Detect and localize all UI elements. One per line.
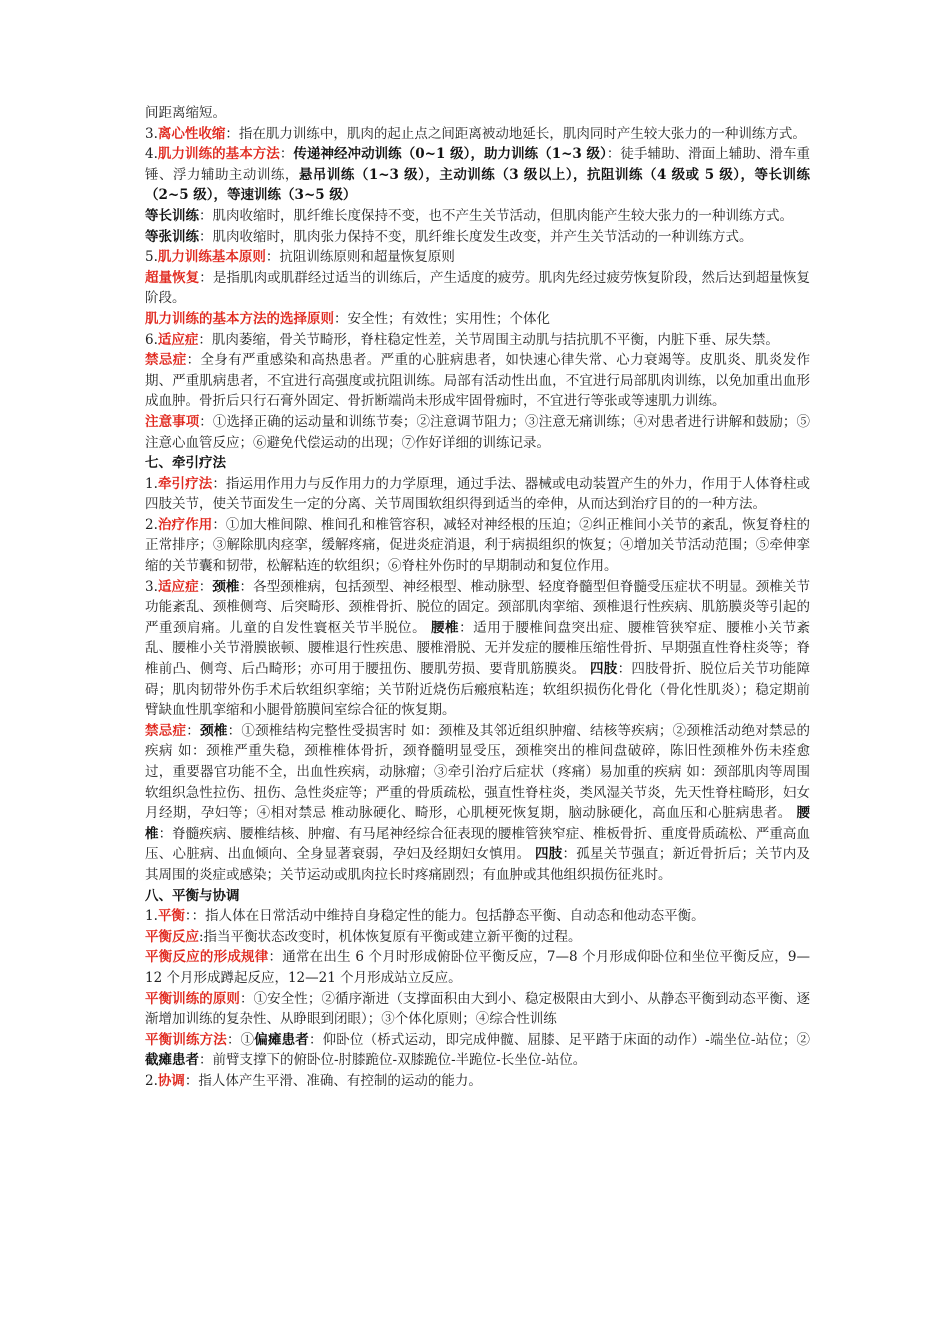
indications: 6.适应症：肌肉萎缩，骨关节畸形，脊柱稳定性差，关节周围主动肌与拮抗肌不平衡，内脏下垂、尿失禁。 bbox=[145, 331, 779, 348]
contraindications: 禁忌症：全身有严重感染和高热患者。严重的心脏病患者，如快速心律失常、心力衰竭等。皮肌炎、肌炎发作期、严重肌病患者，不宜进行高强度或抗阻训练。局部有活动性出血，不宜进行局部肌肉训练，以免加重出血形成血肿。骨折后只行石膏外固定、骨折断端尚未形成牢固骨痂时，不宜进行等张或等速肌力训练。 bbox=[145, 352, 811, 410]
therapeutic-effects: 2.治疗作用：①加大椎间隙、椎间孔和椎管容积，减轻对神经根的压迫；②纠正椎间小关节的紊乱，恢复脊柱的正常排序；③解除肌肉痉挛，缓解疼痛，促进炎症消退，利于病损组织的恢复；④增加关节活动范围；⑤牵伸挛缩的关节囊和韧带，松解粘连的软组织；⑥脊柱外伤时的早期制动和复位作用。 bbox=[145, 516, 811, 575]
term: 适应症 bbox=[157, 331, 199, 348]
balance-reaction: 平衡反应:指当平衡状态改变时，机体恢复原有平衡或建立新平衡的过程。 bbox=[145, 928, 582, 945]
term: 平衡反应 bbox=[145, 928, 199, 945]
term: 治疗作用 bbox=[157, 516, 213, 533]
isotonic-training: 等张训练：肌肉收缩时，肌肉张力保持不变，肌纤维长度发生改变，并产生关节活动的一种训练方式。 bbox=[145, 228, 753, 245]
term: 禁忌症 bbox=[145, 722, 187, 739]
balance-training-methods: 平衡训练方法：①偏瘫患者：仰卧位（桥式运动，即完成伸髋、屈膝、足平踏于床面的动作）-端坐位-站位；②截瘫患者：前臂支撑下的俯卧位-肘膝跪位-双膝跪位-半跪位-长坐位-站位。 bbox=[145, 1031, 811, 1069]
balance-training-principles: 平衡训练的原则：①安全性；②循序渐进（支撑面积由大到小、稳定极限由大到小、从静态平衡到动态平衡、逐渐增加训练的复杂性、从睁眼到闭眼）；③个体化原则；④综合性训练 bbox=[145, 990, 811, 1028]
paragraph: 间距离缩短。 bbox=[145, 105, 226, 121]
term: 肌力训练的基本方法 bbox=[157, 146, 280, 163]
section-heading-balance: 八、平衡与协调 bbox=[145, 887, 240, 904]
term: 平衡反应的形成规律 bbox=[145, 949, 269, 966]
term: 平衡训练的原则 bbox=[145, 990, 241, 1007]
term: 平衡训练方法 bbox=[145, 1031, 227, 1048]
term: 适应症 bbox=[157, 578, 199, 595]
term: 禁忌症 bbox=[145, 352, 187, 369]
term: 平衡 bbox=[157, 908, 185, 925]
document-page bbox=[145, 103, 810, 1092]
selection-principles: 肌力训练的基本方法的选择原则：安全性；有效性；实用性；个体化 bbox=[145, 310, 550, 327]
traction-indications: 3.适应症：颈椎：各型颈椎病，包括颈型、神经根型、椎动脉型、轻度脊髓型但脊髓受压症状不明显。颈椎关节功能紊乱、颈椎侧弯、后突畸形、颈椎骨折、脱位的固定。颈部肌肉挛缩、颈椎退行性疾病、肌筋膜炎等引起的严重颈肩痛。儿童的自发性寰枢关节半脱位。 腰椎：适用于腰椎间盘突出症、腰椎管狭窄症、腰椎小关节紊乱、腰椎小关节滑膜嵌顿、腰椎退行性疾患、腰椎滑脱、无并发症的腰椎压缩性骨折、早期强直性脊柱炎等；脊椎前凸、侧弯、后凸畸形；亦可用于腰扭伤、腰肌劳损、要背肌筋膜炎。 四肢：四肢骨折、脱位后关节功能障碍；肌肉韧带外伤手术后软组织挛缩；关节附近烧伤后瘢痕粘连；软组织损伤化骨化（骨化性肌炎）；稳定期前臂缺血性肌挛缩和小腿骨筋膜间室综合征的恢复期。 bbox=[145, 578, 811, 719]
term: 肌力训练的基本方法的选择原则 bbox=[145, 310, 334, 327]
isometric-training: 等长训练：肌肉收缩时，肌纤维长度保持不变，也不产生关节活动，但肌肉能产生较大张力的一种训练方式。 bbox=[145, 207, 793, 224]
term: 协调 bbox=[157, 1072, 185, 1089]
term: 等张训练 bbox=[145, 228, 199, 245]
supercompensation: 超量恢复：是指肌肉或肌群经过适当的训练后，产生适度的疲劳。肌肉先经过疲劳恢复阶段，然后达到超量恢复阶段。 bbox=[145, 269, 811, 307]
eccentric-contraction: 3.离心性收缩：指在肌力训练中，肌肉的起止点之间距离被动地延长，肌肉同时产生较大张力的一种训练方式。 bbox=[145, 125, 806, 142]
balance: 1.平衡：：指人体在日常活动中维持自身稳定性的能力。包括静态平衡、自动态和他动态平衡。 bbox=[145, 908, 705, 925]
term: 等长训练 bbox=[145, 207, 199, 224]
term: 肌力训练基本原则 bbox=[157, 249, 266, 266]
training-principles: 5.肌力训练基本原则：抗阻训练原则和超量恢复原则 bbox=[145, 249, 455, 266]
precautions: 注意事项：①选择正确的运动量和训练节奏；②注意调节阻力；③注意无痛训练；④对患者进行讲解和鼓励；⑤注意心血管反应；⑥避免代偿运动的出现；⑦作好详细的训练记录。 bbox=[145, 413, 811, 451]
basic-training-methods: 4.肌力训练的基本方法：传递神经冲动训练（0~1 级），助力训练（1~3 级）：徒手辅助、滑面上辅助、滑车重锤、浮力辅助主动训练，悬吊训练（1~3 级），主动训练（3 级以上），抗阻训练（4 级或 5 级），等长训练（2~5 级），等速训练（3~5 级） bbox=[145, 146, 811, 204]
term: 离心性收缩 bbox=[157, 125, 226, 142]
traction-therapy: 1.牵引疗法：指运用作用力与反作用力的力学原理，通过手法、器械或电动装置产生的外力，作用于人体脊柱或四肢关节，使关节面发生一定的分离、关节周围软组织得到适当的牵伸，从而达到治疗目的的一种方法。 bbox=[145, 475, 811, 513]
section-heading-traction: 七、牵引疗法 bbox=[145, 455, 226, 472]
coordination: 2.协调：指人体产生平滑、准确、有控制的运动的能力。 bbox=[145, 1072, 482, 1089]
term: 注意事项 bbox=[145, 413, 200, 430]
balance-reaction-pattern: 平衡反应的形成规律：通常在出生 6 个月时形成俯卧位平衡反应，7—8 个月形成仰卧位和坐位平衡反应，9—12 个月形成蹲起反应，12—21 个月形成站立反应。 bbox=[145, 949, 811, 986]
term: 牵引疗法 bbox=[157, 475, 213, 492]
term: 超量恢复 bbox=[145, 269, 200, 286]
traction-contraindications: 禁忌症：颈椎：①颈椎结构完整性受损害时 如：颈椎及其邻近组织肿瘤、结核等疾病；②颈椎活动绝对禁忌的疾病 如：颈椎严重失稳，颈椎椎体骨折，颈脊髓明显受压，颈椎突出的椎间盘破碎，陈旧性颈椎外伤未痊愈过，重要器官功能不全，出血性疾病，动脉瘤；③牵引治疗后症状（疼痛）易加重的疾病 如：颈部肌肉等周围软组织急性拉伤、扭伤、急性炎症等；严重的骨质疏松，强直性脊柱炎，类风湿关节炎，先天性脊柱畸形，妇女月经期，孕妇等；④相对禁忌 椎动脉硬化、畸形，心肌梗死恢复期，脑动脉硬化，高血压和心脏病患者。 腰椎：脊髓疾病、腰椎结核、肿瘤、有马尾神经综合征表现的腰椎管狭窄症、椎板骨折、重度骨质疏松、严重高血压、心脏病、出血倾向、全身显著衰弱，孕妇及经期妇女慎用。 四肢：孤星关节强直；新近骨折后；关节内及其周围的炎症或感染；关节运动或肌肉拉长时疼痛剧烈；有血肿或其他组织损伤征兆时。 bbox=[145, 722, 811, 883]
